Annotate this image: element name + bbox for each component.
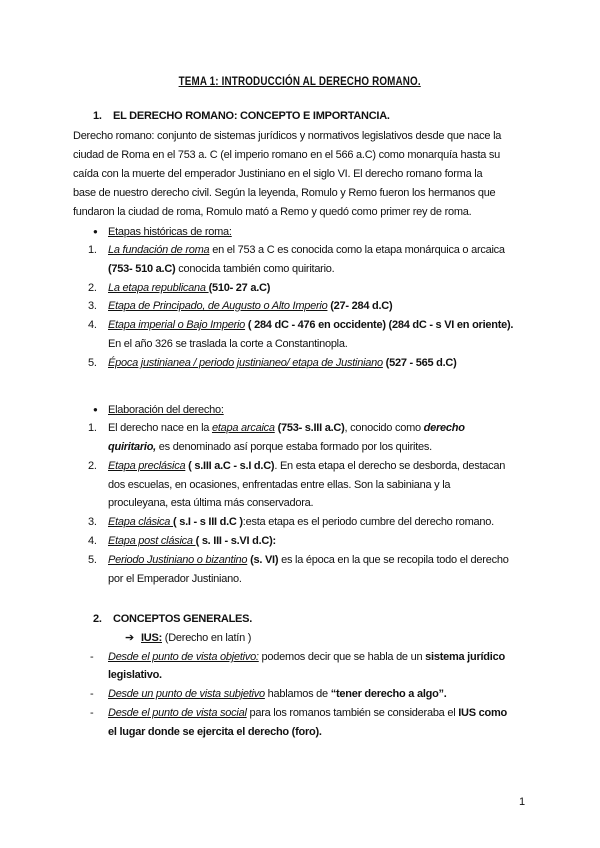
text-run: el lugar donde se ejercita el derecho (foro). <box>108 726 322 738</box>
page-number: 1 <box>519 796 525 808</box>
text-run: sistema jurídico <box>425 651 505 663</box>
text-run: quiritario, <box>108 441 156 453</box>
list-item-text <box>108 439 432 455</box>
list-marker: 4. <box>88 319 97 331</box>
list-item-text <box>108 317 513 333</box>
list-item-text <box>108 261 334 277</box>
list-item-text <box>108 552 509 568</box>
text-run: Etapa de Principado, de Augusto o Alto Imperio <box>108 300 328 312</box>
text-run: para los romanos también se consideraba el <box>246 707 459 719</box>
paragraph-line <box>73 204 471 220</box>
text-run: es denominado así porque estaba formado por los quirites. <box>155 441 432 453</box>
list-item-text <box>108 571 242 587</box>
arrow-right-icon: ➔ <box>125 632 134 644</box>
bullet-icon: ● <box>93 405 98 414</box>
section-heading <box>113 108 390 124</box>
text-run: (Derecho en latín ) <box>162 632 252 644</box>
text-run: Etapa clásica <box>108 516 173 528</box>
text-run: Etapa imperial o Bajo Imperio <box>108 319 246 331</box>
text-run: fundaron la ciudad de roma, Romulo mató a Remo y quedó como primer rey de roma. <box>73 206 472 218</box>
list-item-text <box>108 686 447 702</box>
text-run: :esta etapa es el periodo cumbre del derecho romano. <box>242 516 494 528</box>
text-run: EL DERECHO ROMANO: CONCEPTO E IMPORTANCIA. <box>113 110 390 122</box>
text-run: es la época en la que se recopila todo el derecho <box>278 554 509 566</box>
list-marker: 2. <box>93 613 102 625</box>
list-marker: 2. <box>88 460 97 472</box>
text-run: caída con la muerte del emperador Justiniano en el siglo VI. El derecho romano forma la <box>73 168 483 180</box>
list-item-text <box>108 336 348 352</box>
title-text: TEMA 1: INTRODUCCIÓN AL DERECHO ROMANO. <box>178 74 422 88</box>
text-run: conocida también como quiritario. <box>175 263 335 275</box>
text-run: . En esta etapa el derecho se desborda, destacan <box>274 460 506 472</box>
text-run: En el año 326 se traslada la corte a Constantinopla. <box>108 338 348 350</box>
list-item-text <box>108 477 450 493</box>
text-run: por el Emperador Justiniano. <box>108 573 242 585</box>
list-item-text <box>108 402 224 418</box>
text-run: etapa arcaica <box>211 422 275 434</box>
list-item-text <box>108 705 507 721</box>
text-run: Desde un punto de vista subjetivo <box>108 688 265 700</box>
text-run: base de nuestro derecho civil. Según la leyenda, Romulo y Remo fueron los hermanos que <box>73 187 496 199</box>
text-run: ciudad de Roma en el 753 a. C (el imperio romano en el 566 a.C) como monarquía hasta su <box>73 149 501 161</box>
list-marker: 3. <box>88 300 97 312</box>
list-marker: - <box>90 707 94 719</box>
list-item-text <box>108 667 162 683</box>
list-marker: 5. <box>88 357 97 369</box>
paragraph-line <box>73 185 495 201</box>
text-run: La etapa republicana <box>108 282 209 294</box>
text-run: IUS: <box>141 632 162 644</box>
list-marker: 1. <box>88 422 97 434</box>
list-marker: 1. <box>88 244 97 256</box>
text-run: derecho <box>423 422 465 434</box>
text-run: Desde el punto de vista objetivo: <box>108 651 259 663</box>
text-run: IUS como <box>458 707 507 719</box>
bullet-icon: ● <box>93 227 98 236</box>
list-item-text <box>108 458 505 474</box>
list-marker: - <box>90 651 94 663</box>
list-item-text <box>108 649 505 665</box>
text-run: (753- s.III a.C) <box>274 422 345 434</box>
list-item-text <box>141 630 251 646</box>
list-item-text <box>108 495 313 511</box>
text-run: (753- 510 a.C) <box>108 263 176 275</box>
text-run: (510- 27 a.C) <box>208 282 271 294</box>
list-item-text <box>108 724 322 740</box>
text-run: Etapas históricas de roma: <box>108 226 232 238</box>
list-marker: 2. <box>88 282 97 294</box>
list-item-text <box>108 514 494 530</box>
text-run: (527 - 565 d.C) <box>382 357 457 369</box>
text-run: proculeyana, esta última más conservadora. <box>108 497 314 509</box>
section-heading <box>113 611 252 627</box>
text-run: (s. VI) <box>247 554 279 566</box>
list-item-text <box>108 298 392 314</box>
text-run: dos escuelas, en ocasiones, enfrentadas entre ellas. Son la sabiniana y la <box>108 479 451 491</box>
list-marker: 5. <box>88 554 97 566</box>
list-item-text <box>108 533 276 549</box>
text-run: ( 284 dC - 476 en occidente) (284 dC - s VI en oriente). <box>245 319 514 331</box>
text-run: ( s.I - s III d.C ) <box>172 516 243 528</box>
text-run: “tener derecho a algo”. <box>330 688 447 700</box>
list-marker: - <box>90 688 94 700</box>
list-item-text <box>108 420 465 436</box>
list-marker: 1. <box>93 110 102 122</box>
text-run: , conocido como <box>344 422 424 434</box>
text-run: Elaboración del derecho: <box>108 404 224 416</box>
text-run: Desde el punto de vista social <box>108 707 247 719</box>
text-run: Época justinianea / periodo justinianeo/ etapa de Justiniano <box>108 357 383 369</box>
text-run: ( s. III - s.VI d.C): <box>195 535 276 547</box>
paragraph-line <box>73 166 482 182</box>
text-run: legislativo. <box>108 669 162 681</box>
list-item-text <box>108 242 505 258</box>
text-run: Periodo Justiniano o bizantino <box>108 554 248 566</box>
list-marker: 3. <box>88 516 97 528</box>
text-run: hablamos de <box>264 688 331 700</box>
text-run: El derecho nace en la <box>108 422 212 434</box>
list-item-text <box>108 224 232 240</box>
text-run: ( s.III a.C - s.I d.C) <box>185 460 275 472</box>
list-item-text <box>108 280 270 296</box>
list-marker: 4. <box>88 535 97 547</box>
document-title <box>0 74 600 88</box>
paragraph-line <box>73 128 501 144</box>
text-run: Derecho romano: conjunto de sistemas jurídicos y normativos legislativos desde que nace la <box>73 130 502 142</box>
paragraph-line <box>73 147 500 163</box>
list-item-text <box>108 355 457 371</box>
text-run: (27- 284 d.C) <box>327 300 393 312</box>
text-run: Etapa post clásica <box>108 535 196 547</box>
text-run: CONCEPTOS GENERALES. <box>113 613 253 625</box>
text-run: La fundación de roma <box>108 244 210 256</box>
text-run: Etapa preclásica <box>108 460 186 472</box>
text-run: en el 753 a C es conocida como la etapa monárquica o arcaica <box>209 244 505 256</box>
text-run: podemos decir que se habla de un <box>258 651 426 663</box>
